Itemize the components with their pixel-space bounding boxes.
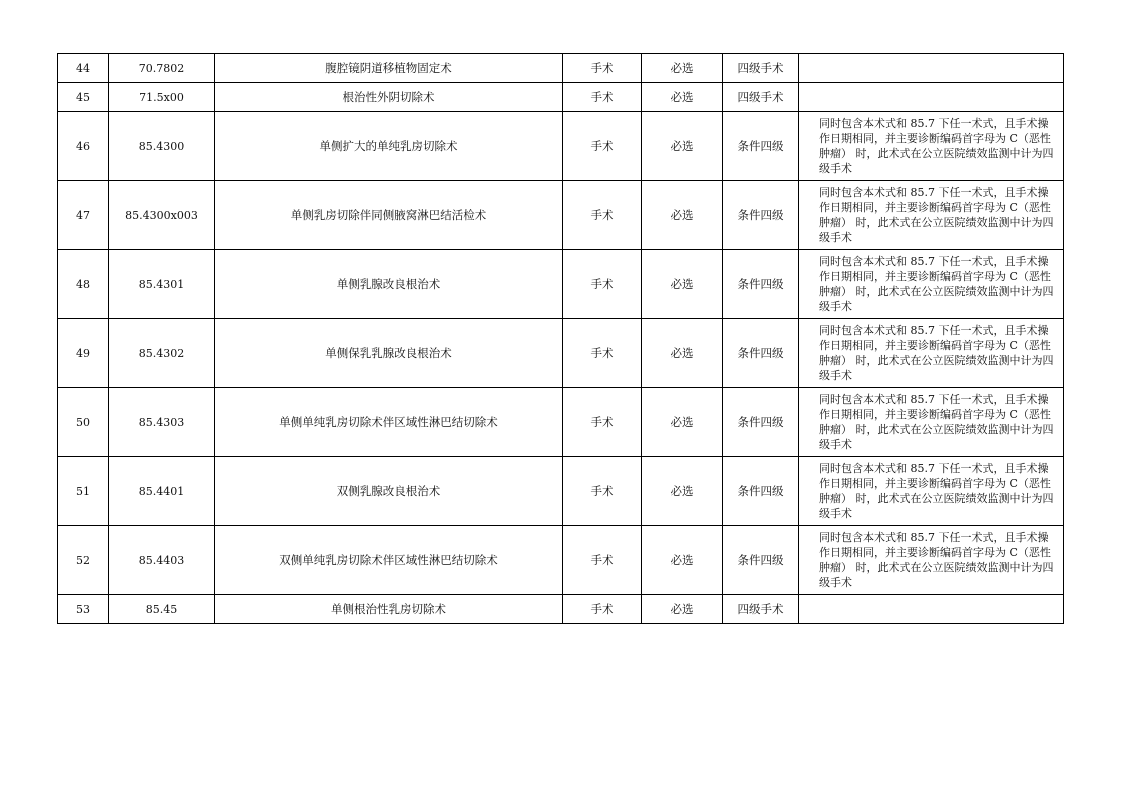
procedure-code: 71.5x00: [109, 83, 215, 112]
row-number: 44: [58, 54, 109, 83]
requirement: 必选: [642, 319, 723, 388]
procedure-code: 85.4303: [109, 388, 215, 457]
remark: 同时包含本术式和 85.7 下任一术式，且手术操作日期相同，并主要诊断编码首字母为 C（恶性肿瘤） 时，此术式在公立医院绩效监测中计为四级手术: [799, 250, 1064, 319]
row-number: 52: [58, 526, 109, 595]
procedure-code: 85.4301: [109, 250, 215, 319]
procedure-name: 单侧保乳乳腺改良根治术: [215, 319, 563, 388]
procedure-table: [57, 53, 1064, 624]
requirement: 必选: [642, 526, 723, 595]
procedure-name: 根治性外阴切除术: [215, 83, 563, 112]
surgery-level: 条件四级: [723, 319, 799, 388]
procedure-type: 手术: [563, 595, 642, 624]
row-number: 45: [58, 83, 109, 112]
procedure-type: 手术: [563, 250, 642, 319]
procedure-type: 手术: [563, 388, 642, 457]
procedure-name: 单侧扩大的单纯乳房切除术: [215, 112, 563, 181]
procedure-type: 手术: [563, 457, 642, 526]
procedure-name: 腹腔镜阴道移植物固定术: [215, 54, 563, 83]
surgery-level: 条件四级: [723, 457, 799, 526]
procedure-name: 单侧单纯乳房切除术伴区域性淋巴结切除术: [215, 388, 563, 457]
surgery-level: 条件四级: [723, 112, 799, 181]
procedure-name: 单侧乳腺改良根治术: [215, 250, 563, 319]
procedure-code: 85.4300x003: [109, 181, 215, 250]
table-row: [58, 181, 1064, 250]
row-number: 51: [58, 457, 109, 526]
procedure-type: 手术: [563, 181, 642, 250]
procedure-name: 单侧乳房切除伴同侧腋窝淋巴结活检术: [215, 181, 563, 250]
requirement: 必选: [642, 457, 723, 526]
table-row: [58, 388, 1064, 457]
procedure-type: 手术: [563, 319, 642, 388]
row-number: 53: [58, 595, 109, 624]
table-row: [58, 83, 1064, 112]
remark: 同时包含本术式和 85.7 下任一术式，且手术操作日期相同，并主要诊断编码首字母为 C（恶性肿瘤） 时，此术式在公立医院绩效监测中计为四级手术: [799, 457, 1064, 526]
procedure-code: 70.7802: [109, 54, 215, 83]
procedure-type: 手术: [563, 83, 642, 112]
remark: 同时包含本术式和 85.7 下任一术式，且手术操作日期相同，并主要诊断编码首字母为 C（恶性肿瘤） 时，此术式在公立医院绩效监测中计为四级手术: [799, 319, 1064, 388]
requirement: 必选: [642, 388, 723, 457]
row-number: 50: [58, 388, 109, 457]
procedure-name: 单侧根治性乳房切除术: [215, 595, 563, 624]
surgery-level: 四级手术: [723, 54, 799, 83]
remark: [799, 83, 1064, 112]
surgery-level: 条件四级: [723, 250, 799, 319]
remark: [799, 54, 1064, 83]
row-number: 48: [58, 250, 109, 319]
requirement: 必选: [642, 54, 723, 83]
remark: 同时包含本术式和 85.7 下任一术式，且手术操作日期相同，并主要诊断编码首字母为 C（恶性肿瘤） 时，此术式在公立医院绩效监测中计为四级手术: [799, 112, 1064, 181]
table-row: [58, 54, 1064, 83]
requirement: 必选: [642, 181, 723, 250]
requirement: 必选: [642, 250, 723, 319]
table-row: [58, 457, 1064, 526]
table-row: [58, 250, 1064, 319]
procedure-name: 双侧乳腺改良根治术: [215, 457, 563, 526]
surgery-level: 四级手术: [723, 595, 799, 624]
row-number: 49: [58, 319, 109, 388]
remark: 同时包含本术式和 85.7 下任一术式，且手术操作日期相同，并主要诊断编码首字母为 C（恶性肿瘤） 时，此术式在公立医院绩效监测中计为四级手术: [799, 388, 1064, 457]
procedure-code: 85.4302: [109, 319, 215, 388]
table-row: [58, 319, 1064, 388]
procedure-code: 85.4300: [109, 112, 215, 181]
table-row: [58, 595, 1064, 624]
surgery-level: 四级手术: [723, 83, 799, 112]
remark: [799, 595, 1064, 624]
row-number: 47: [58, 181, 109, 250]
procedure-type: 手术: [563, 54, 642, 83]
procedure-name: 双侧单纯乳房切除术伴区域性淋巴结切除术: [215, 526, 563, 595]
procedure-type: 手术: [563, 526, 642, 595]
table-row: [58, 526, 1064, 595]
requirement: 必选: [642, 595, 723, 624]
table-row: [58, 112, 1064, 181]
procedure-code: 85.4403: [109, 526, 215, 595]
procedure-code: 85.45: [109, 595, 215, 624]
surgery-level: 条件四级: [723, 388, 799, 457]
requirement: 必选: [642, 112, 723, 181]
procedure-code: 85.4401: [109, 457, 215, 526]
remark: 同时包含本术式和 85.7 下任一术式，且手术操作日期相同，并主要诊断编码首字母为 C（恶性肿瘤） 时，此术式在公立医院绩效监测中计为四级手术: [799, 181, 1064, 250]
requirement: 必选: [642, 83, 723, 112]
row-number: 46: [58, 112, 109, 181]
remark: 同时包含本术式和 85.7 下任一术式，且手术操作日期相同，并主要诊断编码首字母为 C（恶性肿瘤） 时，此术式在公立医院绩效监测中计为四级手术: [799, 526, 1064, 595]
surgery-level: 条件四级: [723, 181, 799, 250]
procedure-type: 手术: [563, 112, 642, 181]
surgery-level: 条件四级: [723, 526, 799, 595]
